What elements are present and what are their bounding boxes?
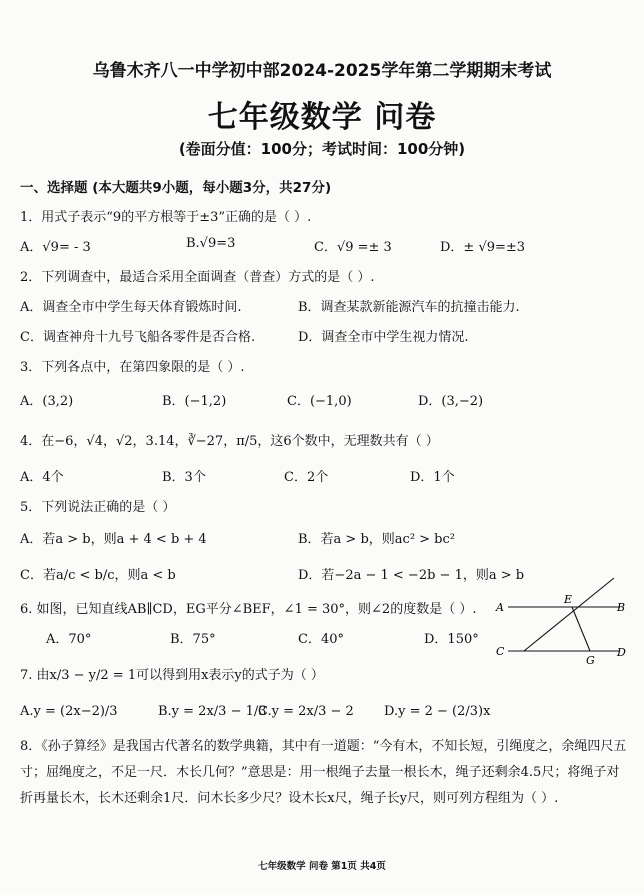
q2-option-b: B．调查某款新能源汽车的抗撞击能力. [298,300,520,315]
q4-option-a: A．4个 [20,470,64,485]
q1-option-d: D．± √9=±3 [440,240,526,255]
geometry-figure [490,570,630,670]
q3-option-a: A．(3,2) [20,394,74,409]
question-7-stem: 7. 由x/3 − y/2 = 1可以得到用x表示y的式子为（ ） [20,668,324,683]
q2-option-a: A．调查全市中学生每天体育锻炼时间. [20,300,242,315]
transversal-line [524,578,614,651]
label-c: C [496,645,505,658]
exam-subtitle: 七年级数学 问卷 [207,100,437,135]
q1-option-c: C．√9 =± 3 [314,240,392,255]
q7-option-d: D.y = 2 − (2/3)x [384,704,491,719]
label-d: D [617,646,626,659]
q3-option-d: D．(3,−2) [418,394,484,409]
label-e: E [564,593,573,606]
q4-option-b: B．3个 [162,470,206,485]
q2-option-c: C．调查神舟十九号飞船各零件是否合格. [20,330,256,345]
q4-option-d: D．1个 [410,470,455,485]
q7-option-a: A.y = (2x−2)/3 [20,704,118,719]
q5-option-d: D．若−2a − 1 < −2b − 1，则a > b [298,568,525,583]
page-footer: 七年级数学 问卷 第1页 共4页 [258,861,386,872]
q3-option-c: C．(−1,0) [287,394,352,409]
question-3-stem: 3．下列各点中，在第四象限的是（ ）. [20,360,245,375]
q4-option-c: C．2个 [284,470,329,485]
q2-option-d: D．调查全市中学生视力情况. [298,330,469,345]
q7-option-c: C.y = 2x/3 − 2 [258,704,354,719]
q6-option-d: D．150° [424,632,479,647]
question-5-stem: 5．下列说法正确的是（ ） [20,500,176,515]
exam-title: 乌鲁木齐八一中学初中部2024-2025学年第二学期期末考试 [92,61,552,81]
q6-option-a: A．70° [46,632,92,647]
q6-option-c: C．40° [298,632,344,647]
label-b: B [617,601,626,614]
question-1-stem: 1．用式子表示“9的平方根等于±3”正确的是（ ）. [20,210,312,225]
q1-option-a: A．√9= - 3 [20,240,91,255]
q1-option-b: B.√9=3 [186,236,236,251]
question-6-stem: 6. 如图，已知直线AB∥CD，EG平分∠BEF，∠1 = 30°，则∠2的度数是（ ）. [20,602,477,617]
segment-eg [572,607,590,651]
q6-option-b: B．75° [170,632,216,647]
question-2-stem: 2．下列调查中，最适合采用全面调查（普查）方式的是（ ）. [20,270,375,285]
q7-option-b: B.y = 2x/3 − 1/3 [158,704,267,719]
q3-option-b: B．(−1,2) [162,394,227,409]
q5-option-c: C．若a/c < b/c，则a < b [20,568,176,583]
q5-option-a: A．若a > b，则a + 4 < b + 4 [20,532,207,547]
label-a: A [496,601,504,614]
question-8-text: 8．《孙子算经》是我国古代著名的数学典籍，其中有一道题：“今有木，不知长短，引绳度之，余绳四尺五寸；屈绳度之，不足一尺．木长几何？”意思是：用一根绳子去量一根长木，绳子还剩余4.5尺；将绳子对折再量长木，长木还剩余1尺．问木长多少尺？设木长x尺，绳子长y尺，则可列方程组为（ ）. [20,739,627,806]
question-4-stem: 4．在−6，√4，√2，3.14，∛−27，π/5，这6个数中，无理数共有（ ） [20,434,439,449]
section-title: 一、选择题 (本大题共9小题，每小题3分，共27分) [20,180,332,196]
exam-meta: (卷面分值：100分；考试时间：100分钟) [178,140,466,158]
label-g: G [586,654,595,667]
q5-option-b: B．若a > b，则ac² > bc² [298,532,455,547]
